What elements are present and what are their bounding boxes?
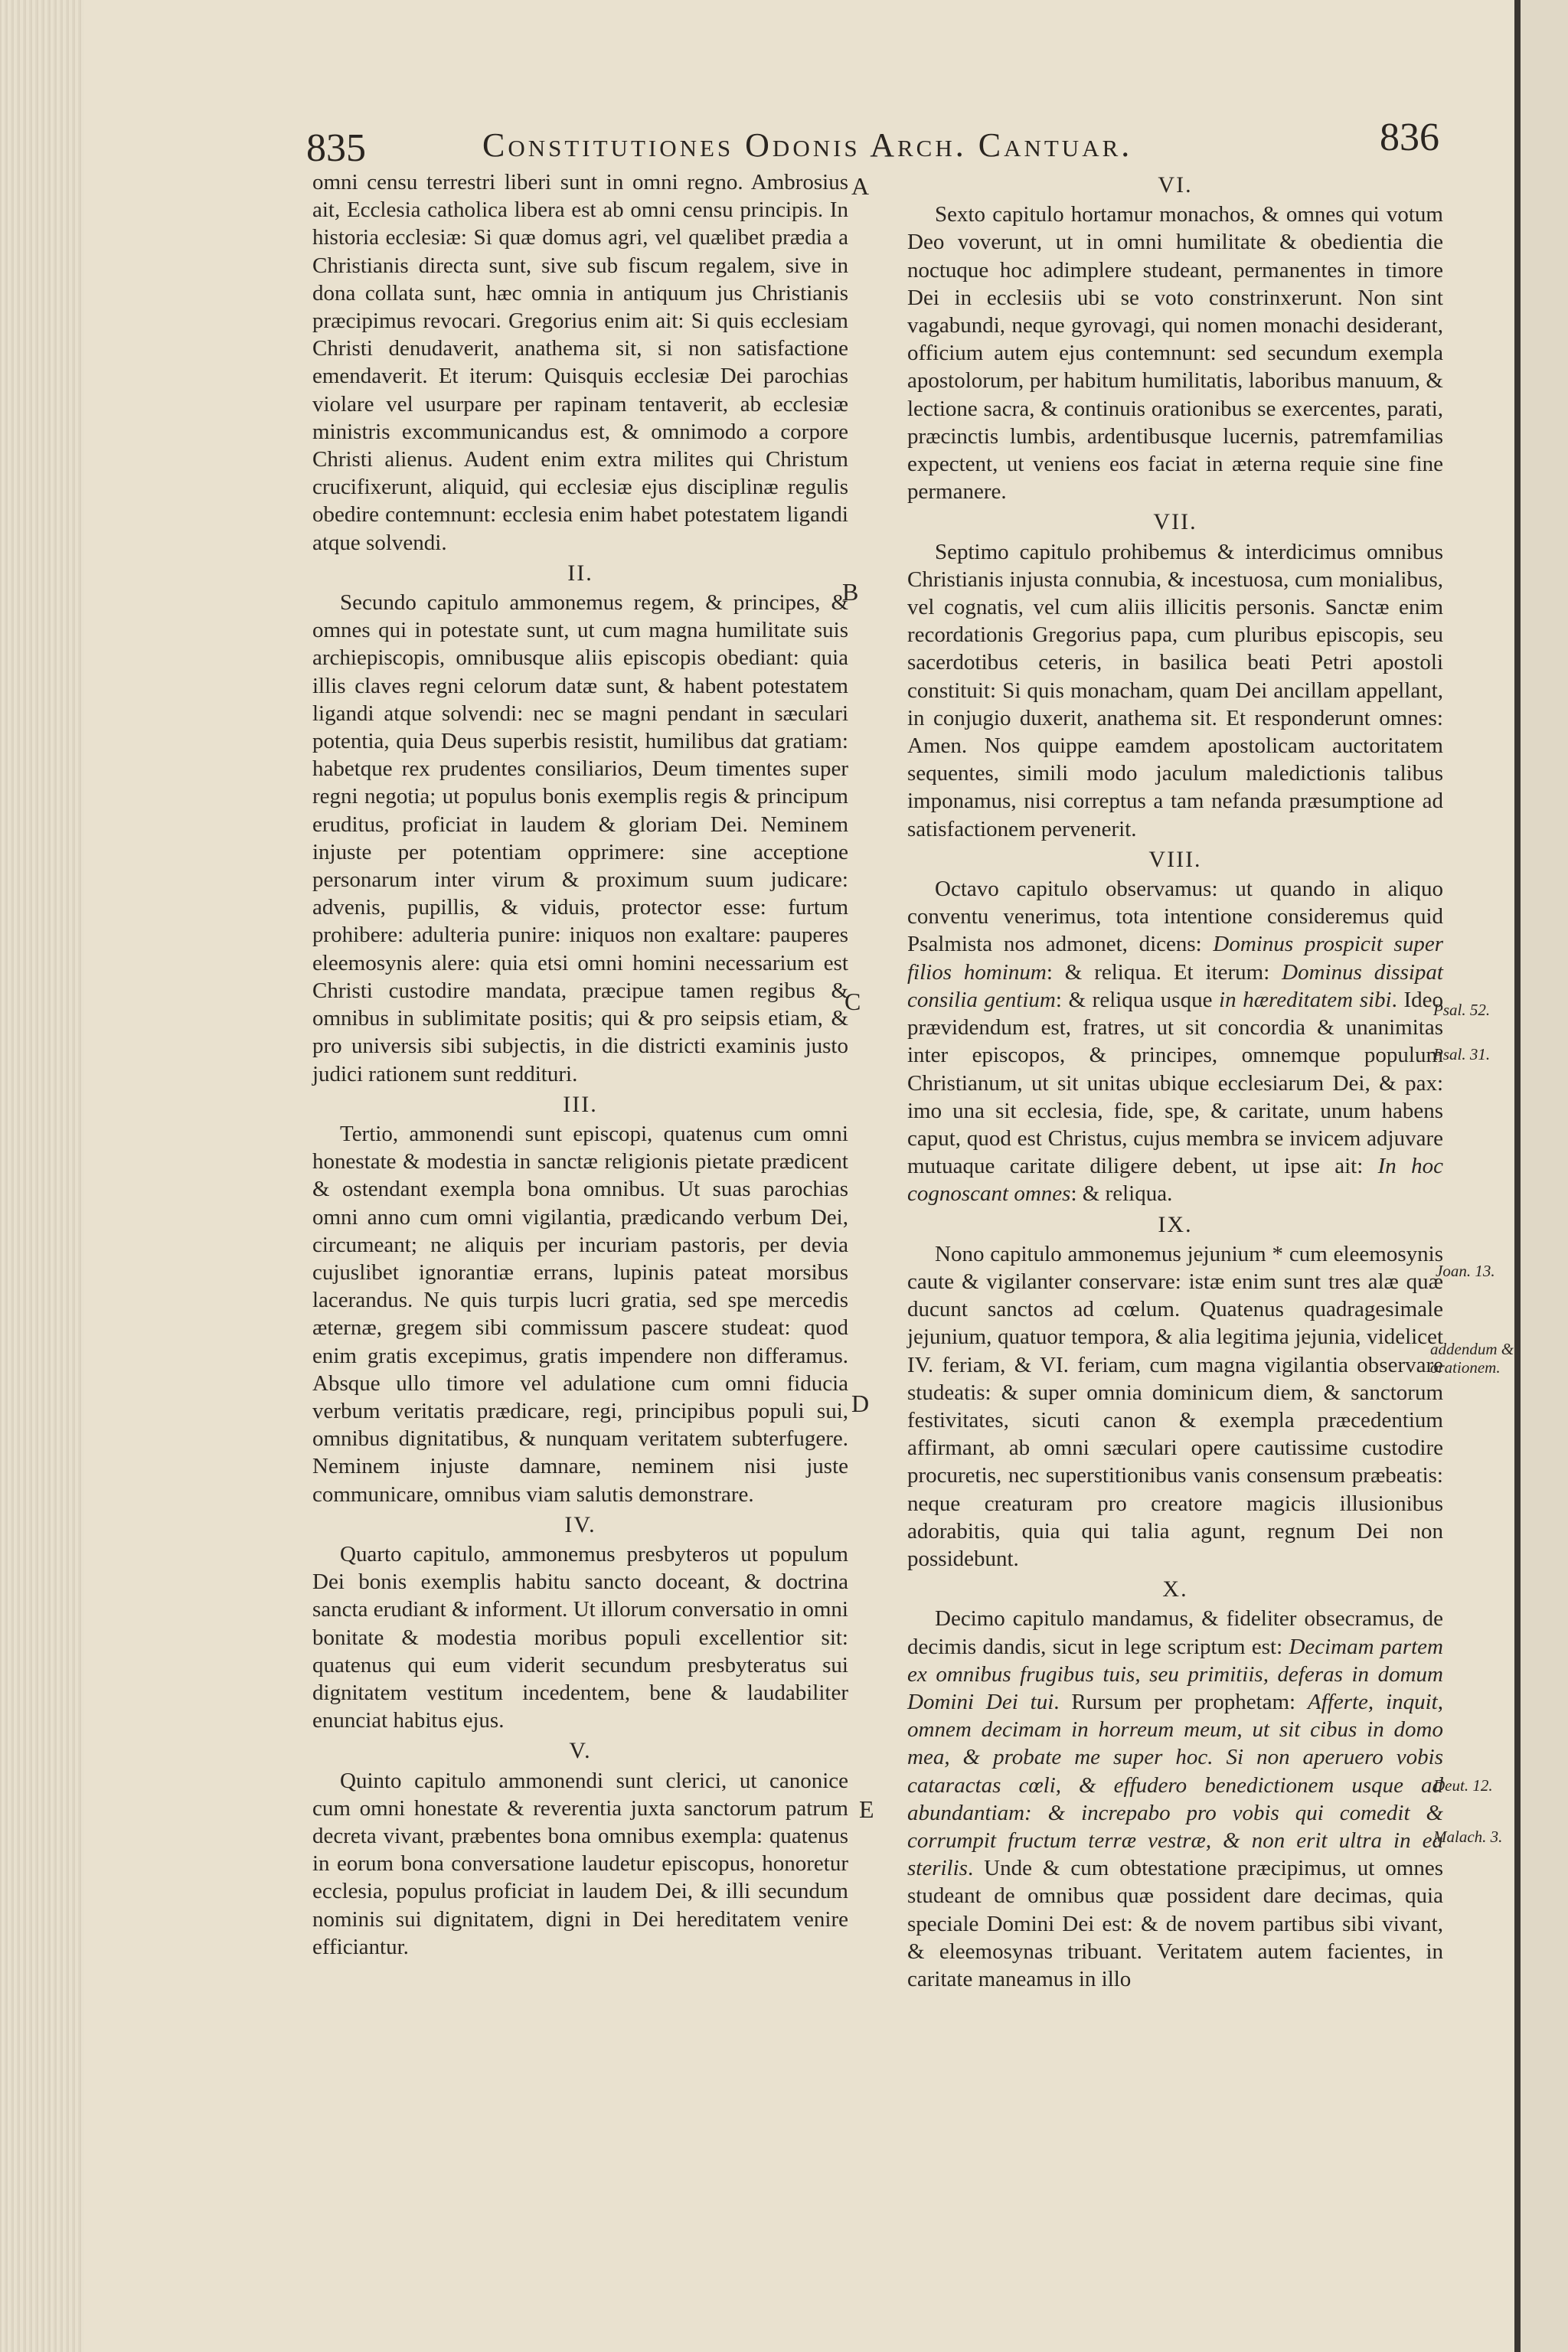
- page-edges: [0, 0, 84, 2352]
- section-10-part-a: Decimo capitulo mandamus, & fideliter obsecramus, de decimis dandis, sicut in lege scriptum est:: [907, 1606, 1443, 1659]
- psalm-quote-3: in hæreditatem sibi: [1219, 987, 1392, 1012]
- psalm-quote-2: Dominus dissipat consilia gentium: [907, 959, 1443, 1012]
- section-8-part-d: . Ideo prævidendum est, fratres, ut sit concordia & unanimitas inter episcopos, & principes, omnemque populum Christianum, ut sit unitas ubique ecclesiarum Dei, & pax: imo una sit ecclesia, fide, spe, & caritate, unum habens caput, quod est Christus, cujus membra se invicem adjuvare mutuaque caritate diligere debent, ut ipse ait:: [907, 987, 1443, 1179]
- section-8-text: [907, 875, 1443, 1207]
- section-8-part-a: Octavo capitulo observamus: ut quando in aliquo conventu venerimus, tota intentione consideremus quid Psalmista nos admonet, dicens:: [907, 877, 1443, 957]
- section-9-text: Nono capitulo ammonemus jejunium * cum eleemosynis caute & vigilanter conservare: istæ enim sunt tres alæ quæ ducunt sanctos ad cœlum. Quatenus quadragesimale jejunium, quatuor tempora, & alia legitima jejunia, videlicet IV. feriam, & VI. feriam, cum magna vigilantia observare studeatis: & super omnia dominicum diem, & sanctorum festivitates, sicuti canon & exempla præcedentium affirmant, ab omni sæculari opere cautissime custodire procuretis, nec superstitionibus vanis consensum præbeatis: neque creaturam pro creatore magicis illusionibus adorabitis, quia qui talia agunt, regnum Dei non possidebunt.: [907, 1241, 1443, 1571]
- section-8-part-c: : & reliqua usque: [1055, 987, 1220, 1012]
- john-quote: In hoc cognoscant omnes: [907, 1154, 1444, 1207]
- margin-note-psalm-52: Psal. 52.: [1433, 1001, 1491, 1019]
- margin-marker-a: A: [851, 172, 870, 200]
- section-10-text: [907, 1605, 1443, 1993]
- deut-quote: Decimam partem ex omnibus frugibus tuis, seu primitiis, deferas in domum Domini Dei tui: [907, 1634, 1443, 1714]
- section-heading-2: II.: [567, 560, 593, 586]
- malachi-quote: Afferte, inquit, omnem decimam in horreum meum, ut sit cibus in domo mea, & probate me super hoc. Si non aperuero vobis cataractas cœli, & effudero benedictionem usque ad abundantiam: & increpabo pro vobis qui comedit & corrumpit fructum terræ vestræ, & non erit ultra in ea sterilis: [907, 1689, 1443, 1881]
- section-heading-6: VI.: [1158, 172, 1193, 198]
- section-heading-10: X.: [1162, 1576, 1188, 1602]
- section-4-text: Quarto capitulo, ammonemus presbyteros ut populum Dei bonis exemplis habitu sancto doceant, & doctrina sancta erudiant & informent. Ut illorum conversatio in omni bonitate & modestia moribus populi excellentior sit: quatenus qui eum viderit secundum presbyteratus sui dignitatem vestitum incedentem, bene & laudabiliter enunciat habitus ejus.: [312, 1541, 848, 1733]
- margin-marker-d: D: [851, 1390, 870, 1417]
- running-title: Constitutiones Odonis Arch. Cantuar.: [482, 126, 1133, 164]
- margin-note-deuteronomy: Deut. 12.: [1433, 1776, 1493, 1795]
- section-8-part-b: : & reliqua. Et iterum:: [1046, 959, 1282, 985]
- section-3-text: Tertio, ammonendi sunt episcopi, quatenus cum omni honestate & modestia in sanctæ religionis pietate prædicent & ostendant exempla bona omnibus. Ut suas parochias omni anno cum omni vigilantia, prædicando verbum Dei, circumeant; ne aliquis per incuriam pastoris, per devia cujuslibet ignorantiæ errans, lupinis pateat morsibus lacerandus. Ne quis turpis lucri gratia, sed spe mercedis æternæ, gregem sibi commissum pascere studeat: quod enim gratis excepimus, gratis impendere non differamus. Absque ullo timore vel adulatione cum omni fiducia verbum veritatis prædicare, regi, principibus populi sui, omnibus dignitatibus, & nunquam veritatem subterfugere. Neminem injuste damnare, neminem nisi juste communicare, omnibus viam salutis demonstrare.: [312, 1121, 848, 1507]
- left-intro-paragraph: omni censu terrestri liberi sunt in omni regno. Ambrosius ait, Ecclesia catholica libera est ab omni censu principis. In historia ecclesiæ: Si quæ domus agri, vel quælibet prædia a Christianis directa sunt, sive sub fiscum regalem, sive in dona collata sunt, hæc omnia in antiquum jus Christianis præcipimus revocari. Gregorius enim ait: Si quis ecclesiam Christi denudaverit, anathema sit, si non satisfactione emendaverit. Et iterum: Quisquis ecclesiæ Dei parochias violare vel usurpare per rapinam tentaverit, ab ecclesiæ ministris excommunicandus est, & omnimodo a corpore Christi alienus. Audent enim extra milites qui Christum crucifixerunt, aliquid, qui ecclesiæ ejus disciplinæ regulis obedire contemnunt: ecclesia enim habet potestatem ligandi atque solvendi.: [312, 170, 848, 555]
- section-8-part-e: : & reliqua.: [1070, 1181, 1173, 1207]
- psalm-quote-1: Dominus prospicit super filios hominum: [907, 932, 1443, 985]
- section-heading-7: VII.: [1153, 509, 1197, 535]
- section-heading-5: V.: [569, 1738, 592, 1764]
- margin-marker-b: B: [842, 578, 859, 606]
- section-5-text: Quinto capitulo ammonendi sunt clerici, ut canonice cum omni honestate & reverentia juxta sanctorum patrum decreta vivant, præbentes bona omnibus exempla: quatenus in eorum bona conversatione laudetur episcopus, honoretur ecclesia, populus proficiat in laudem Dei, & illi secundum nominis sui dignitatem, digni in Dei hereditatem venire efficiantur.: [312, 1768, 848, 1959]
- margin-marker-e: E: [859, 1795, 874, 1823]
- section-7-text: Septimo capitulo prohibemus & interdicimus omnibus Christianis injusta connubia, & incestuosa, cum monialibus, vel cognatis, vel cum aliis illicitis personis. Sanctæ enim recordationis Gregorius papa, cum pluribus episcopis, seu sacerdotibus ceteris, in basilica beati Petri apostoli constituit: Si quis monacham, quam Dei ancillam appellant, in conjugio duxerit, anathema sit. Et responderunt omnes: Amen. Nos quippe eamdem apostolicam auctoritatem sequentes, simili modo jaculum maledictionis talibus imponamus, nisi correptus a tam nefanda præsumptione ad satisfactionem pervenerit.: [907, 539, 1443, 841]
- section-2-text: Secundo capitulo ammonemus regem, & principes, & omnes qui in potestate sunt, ut cum magna humilitate suis archiepiscopis, omnibusque aliis episcopis obediant: quia illis claves regni celorum datæ sunt, & habent potestatem ligandi atque solvendi: nec se magni pendant in sæculari potentia, quia Deus superbis resistit, humilibus dat gratiam: habetque rex prudentes consiliarios, Deum timentes super regni negotia; ut populus bonis exemplis regis & principum eruditus, proficiat in laudem & gloriam Dei. Neminem injuste per potentiam opprimere: sine acceptione personarum inter virum & proximum suum judicare: advenis, pupillis, & viduis, protector esse: furtum prohibere: adulteria punire: iniquos non exaltare: pauperes eleemosynis alere: quia etsi omni homini necessarium est Christi custodire mandata, præcipue tamen regibus & omnibus in sublimitate positis; qui & pro seipsis etiam, & pro universis sibi subjectis, in die districti examinis justo judici rationem sunt reddituri.: [312, 590, 848, 1086]
- page-number-right: 836: [1380, 116, 1439, 159]
- section-heading-3: III.: [563, 1091, 598, 1117]
- section-10-part-c: . Unde & cum obtestatione præcipimus, ut omnes studeant de omnibus quæ possident dare decimas, quia speciale Domini Dei est: & de novem partibus sibi vivant, & eleemosynas tribuant. Veritatem autem facientes, in caritate maneamus in illo: [907, 1856, 1443, 1991]
- running-header: [306, 115, 1439, 176]
- margin-note-addendum: addendum & orationem.: [1430, 1340, 1514, 1377]
- section-heading-4: IV.: [564, 1511, 596, 1537]
- section-heading-9: IX.: [1158, 1211, 1193, 1237]
- page-number-left: 835: [306, 126, 366, 170]
- left-column: [312, 168, 848, 1961]
- margin-marker-c: C: [844, 988, 861, 1015]
- right-column: [907, 168, 1443, 1993]
- margin-note-psalm-31: Psal. 31.: [1433, 1045, 1491, 1063]
- section-heading-8: VIII.: [1148, 846, 1202, 872]
- section-10-part-b: . Rursum per prophetam:: [1054, 1689, 1308, 1714]
- facing-page-edge: [1514, 0, 1568, 2352]
- margin-note-john: Joan. 13.: [1436, 1262, 1495, 1280]
- margin-note-malachi: Malach. 3.: [1433, 1828, 1503, 1846]
- section-6-text: Sexto capitulo hortamur monachos, & omnes qui votum Deo voverunt, ut in omni humilitate & obedientia die noctuque hoc adimplere studeant, permanentes in timore Dei in ecclesiis ubi se voto constrinxerunt. Non sint vagabundi, neque gyrovagi, qui nomen monachi desiderant, officium autem ejus contemnunt: sed secundum exempla apostolorum, per habitum humilitatis, laboribus manuum, & lectione sacra, & continuis orationibus se exercentes, parati, præcinctis lumbis, ardentibusque lucernis, patremfamilias expectent, ut veniens eos faciat in æterna requie sine fine permanere.: [907, 202, 1443, 505]
